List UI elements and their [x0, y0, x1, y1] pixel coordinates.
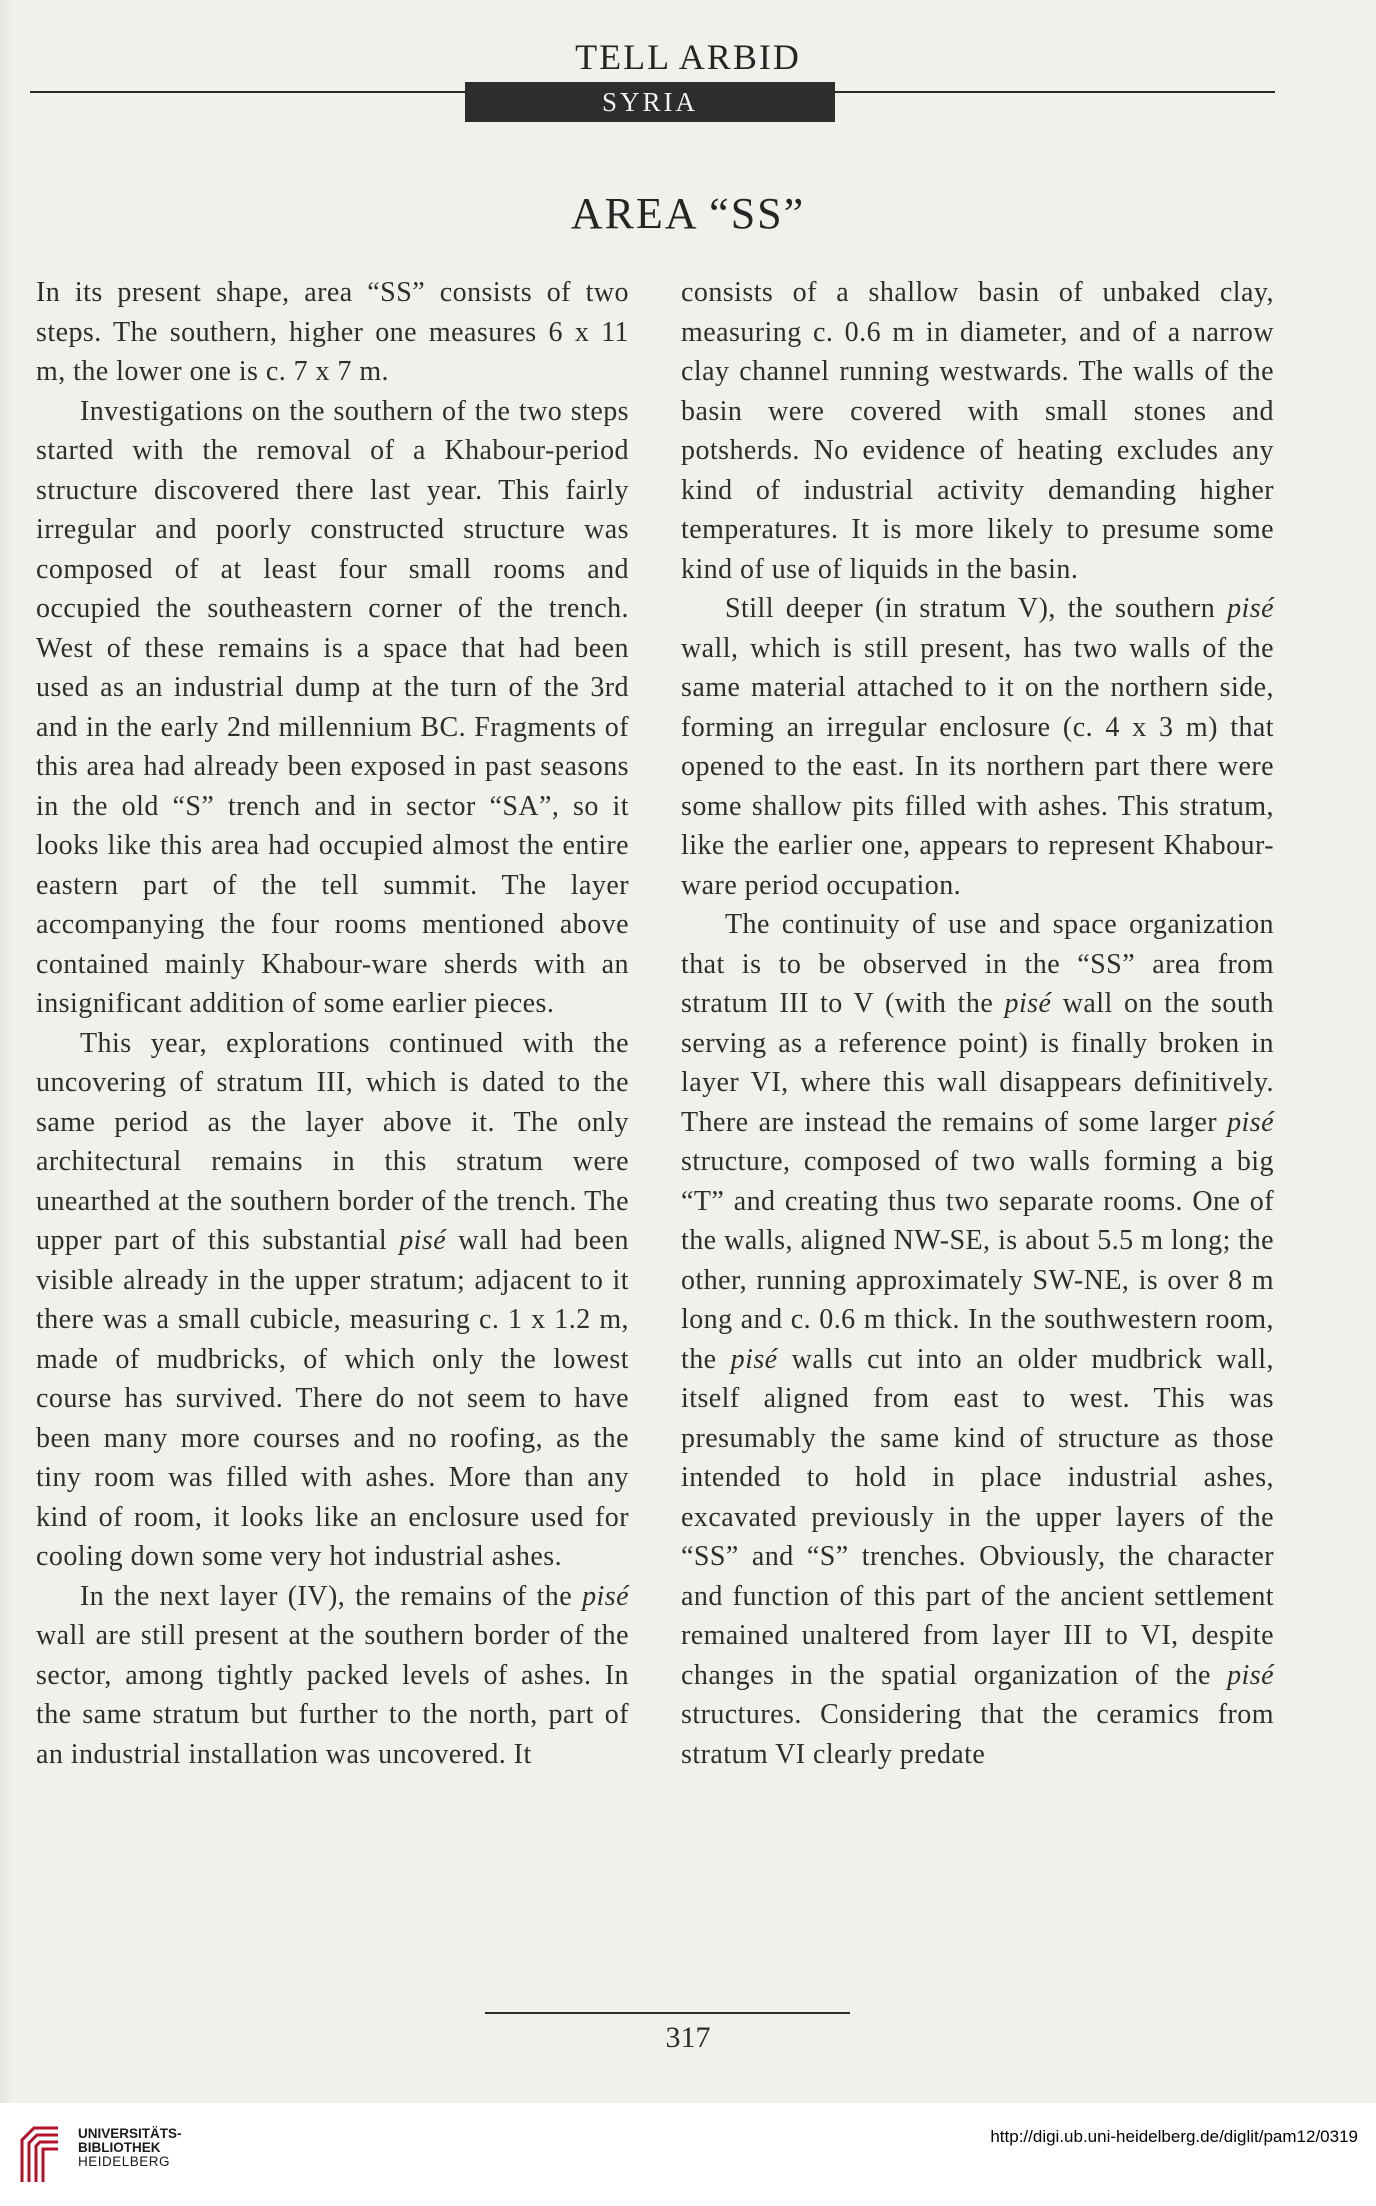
right-text-column	[681, 273, 1274, 1774]
library-name	[78, 2127, 182, 2169]
paragraph: The continuity of use and space organization that is to be observed in the “SS” area from stratum III to V (with the pisé wall on the south serving as a reference point) is finally broken in layer VI, where this wall disappears definitively. There are instead the remains of some larger pisé structure, composed of two walls forming a big “T” and creating thus two separate rooms. One of the walls, aligned NW-SE, is about 5.5 m long; the other, running approximately SW-NE, is over 8 m long and c. 0.6 m thick. In the southwestern room, the pisé walls cut into an older mudbrick wall, itself aligned from east to west. This was presumably the same kind of structure as those intended to hold in place industrial ashes, excavated previously in the upper layers of the “SS” and “S” trenches. Obviously, the character and function of this part of the ancient settlement remained unaltered from layer III to VI, despite changes in the spatial organization of the pisé structures. Considering that the ceramics from stratum VI clearly predate	[681, 909, 1274, 1770]
footer-rule	[485, 2012, 850, 2014]
library-logo-icon	[18, 2124, 62, 2184]
left-text-column	[36, 273, 629, 1774]
paragraph: In the next layer (IV), the remains of the pisé wall are still present at the southern border of the sector, among tightly packed levels of ashes. In the same stratum but further to the north, part of an industrial installation was uncovered. It	[36, 1580, 629, 1770]
paragraph: Investigations on the southern of the two steps started with the removal of a Khabour-period structure discovered there last year. This fairly irregular and poorly constructed structure was composed of at least four small rooms and occupied the southeastern corner of the trench. West of these remains is a space that had been used as an industrial dump at the turn of the 3rd and in the early 2nd millennium BC. Fragments of this area had already been exposed in past seasons in the old “S” trench and in sector “SA”, so it looks like this area had occupied almost the entire eastern part of the tell summit. The layer accompanying the four rooms mentioned above contained mainly Khabour-ware sherds with an insignificant addition of some earlier pieces.	[36, 395, 629, 1019]
source-url-link[interactable]: http://digi.ub.uni-heidelberg.de/diglit/pam12/0319	[990, 2127, 1358, 2146]
running-title: TELL ARBID	[575, 37, 801, 77]
paragraph: Still deeper (in stratum V), the southern pisé wall, which is still present, has two walls of the same material attached to it on the northern side, forming an irregular enclosure (c. 4 x 3 m) that opened to the east. In its northern part there were some shallow pits filled with ashes. This stratum, like the earlier one, appears to represent Khabour-ware period occupation.	[681, 593, 1274, 901]
paragraph: This year, explorations continued with the uncovering of stratum III, which is dated to the same period as the layer above it. The only architectural remains in this stratum were unearthed at the southern border of the trench. The upper part of this substantial pisé wall had been visible already in the upper stratum; adjacent to it there was a small cubicle, measuring c. 1 x 1.2 m, made of mudbricks, of which only the lowest course has survived. There do not seem to have been many more courses and no roofing, as the tiny room was filled with ashes. More than any kind of room, it looks like an enclosure used for cooling down some very hot industrial ashes.	[36, 1027, 629, 1572]
section-badge: SYRIA	[465, 82, 835, 122]
page-number: 317	[665, 2021, 711, 2054]
paragraph: In its present shape, area “SS” consists of two steps. The southern, higher one measures 6 x 11 m, the lower one is c. 7 x 7 m.	[36, 277, 629, 387]
library-name-line: HEIDELBERG	[78, 2154, 171, 2169]
library-name-line: UNIVERSITÄTS-	[78, 2126, 182, 2141]
paragraph: consists of a shallow basin of unbaked clay, measuring c. 0.6 m in diameter, and of a narrow clay channel running westwards. The walls of the basin were covered with small stones and potsherds. No evidence of heating excludes any kind of industrial activity demanding higher temperatures. It is more likely to presume some kind of use of liquids in the basin.	[681, 277, 1274, 585]
page-edge-shadow	[0, 0, 12, 2103]
section-title: AREA “SS”	[570, 189, 806, 238]
library-name-line: BIBLIOTHEK	[78, 2140, 161, 2155]
digitization-footer	[0, 2103, 1376, 2206]
